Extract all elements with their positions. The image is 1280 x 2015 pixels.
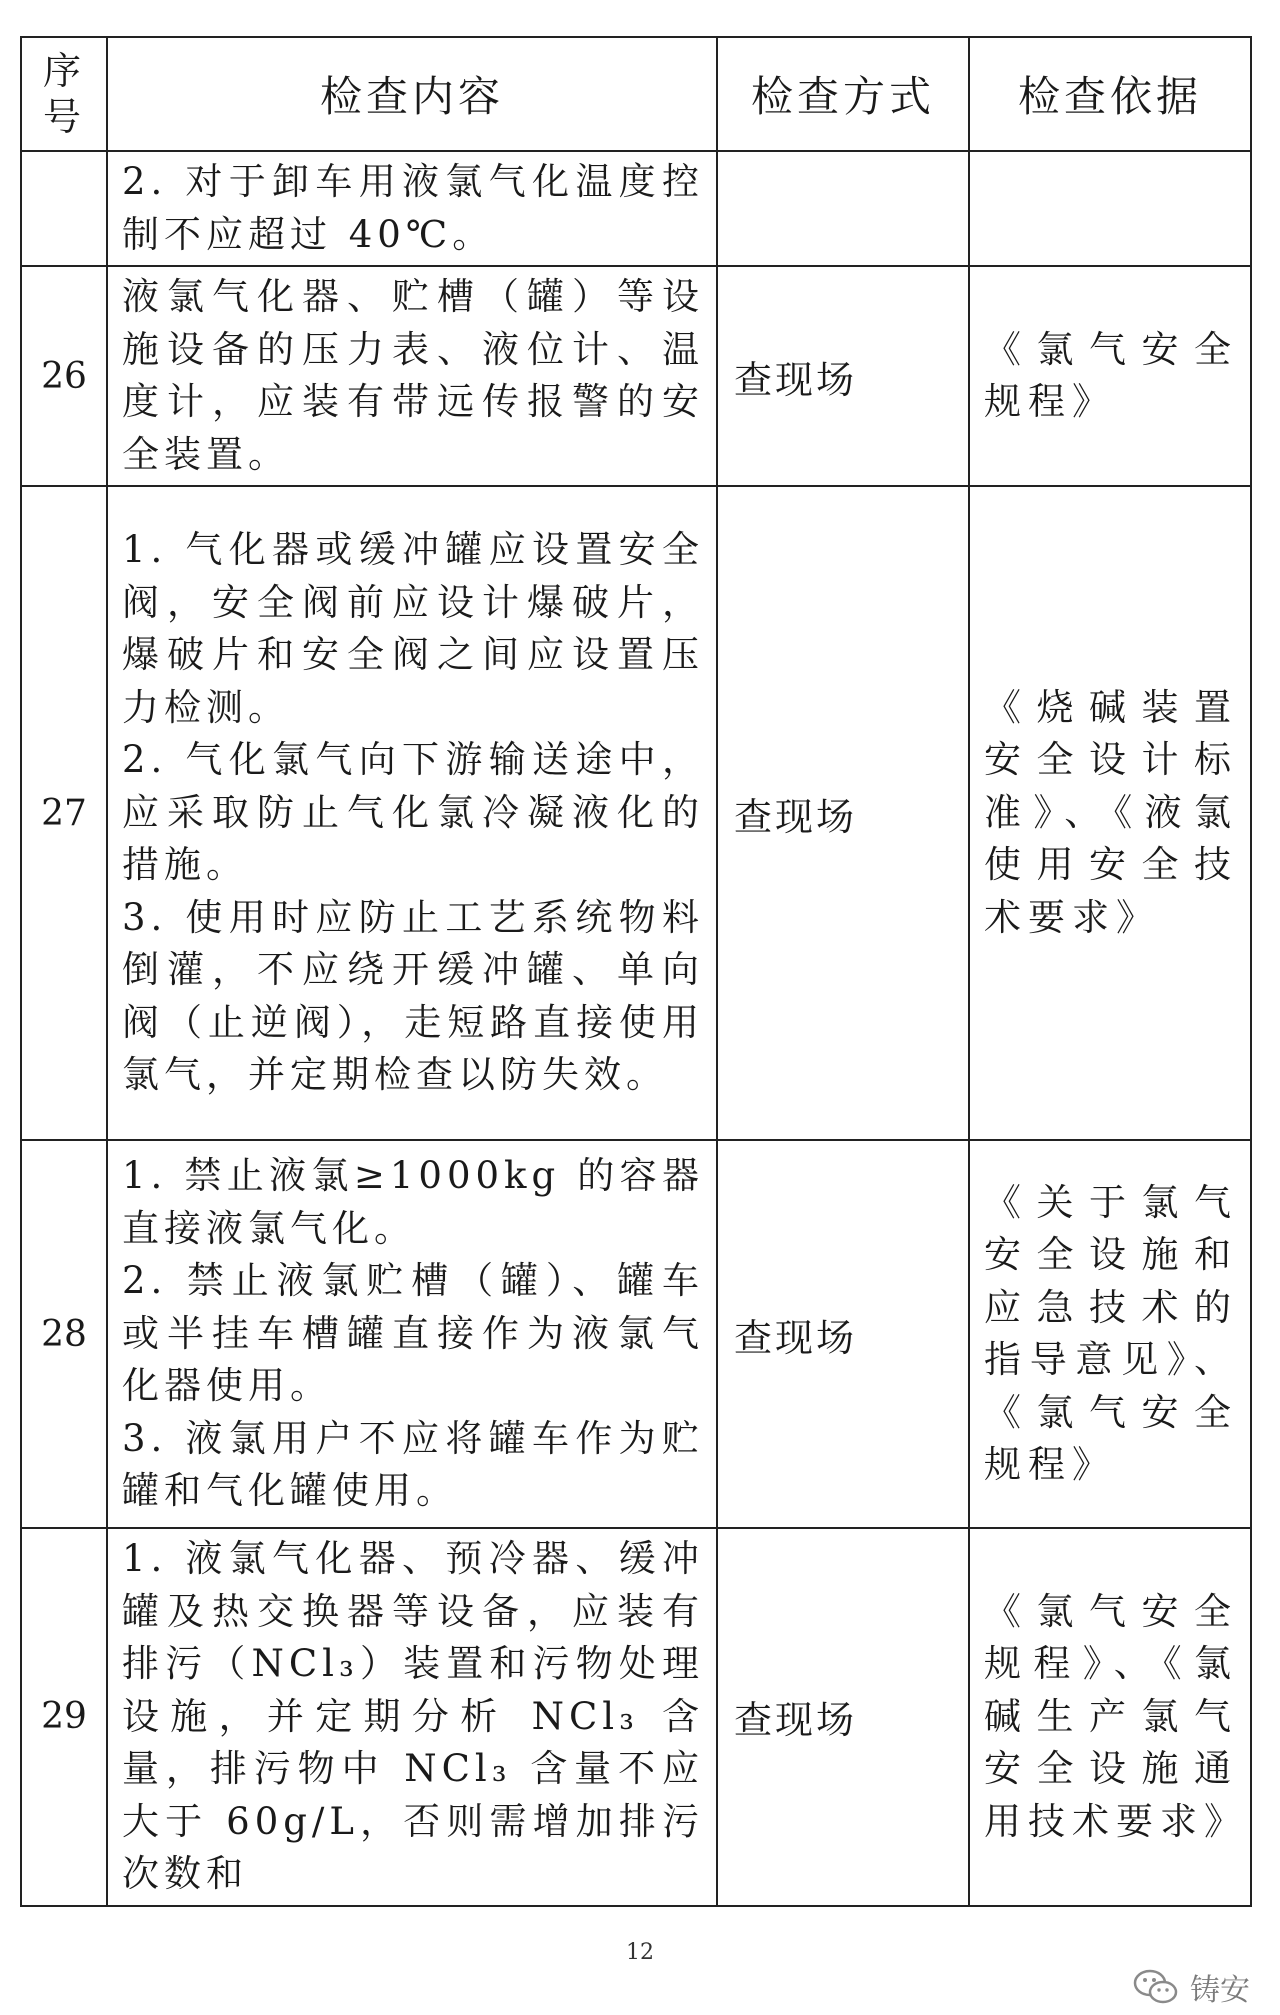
content-item: 液氯气化器、贮槽（罐）等设施设备的压力表、液位计、温度计，应装有带远传报警的安全装置。: [122, 275, 704, 476]
table-row: [21, 151, 1251, 266]
table-row: [21, 486, 1251, 1140]
header-basis: 检查依据: [969, 37, 1251, 151]
content-item: 1. 液氯气化器、预冷器、缓冲罐及热交换器等设备，应装有排污（NCl₃）装置和污物处理设施，并定期分析 NCl₃ 含量，排污物中 NCl₃ 含量不应大于 60g/L，否则需增加排污次数和: [122, 1537, 704, 1895]
header-no: 序号: [21, 37, 107, 151]
row-method: 查现场: [717, 266, 969, 486]
table-row: [21, 1528, 1251, 1906]
content-item: 1. 禁止液氯≥1000kg 的容器直接液氯气化。: [122, 1154, 704, 1250]
table-row: [21, 266, 1251, 486]
row-basis: 《烧碱装置安全设计标准》、《液氯使用安全技术要求》: [969, 486, 1251, 1140]
wechat-icon: [1132, 1967, 1180, 2007]
row-method: 查现场: [717, 1140, 969, 1528]
row-basis: 《氯气安全规程》: [969, 266, 1251, 486]
inspection-table: [20, 36, 1252, 1907]
row-method: 查现场: [717, 1528, 969, 1906]
row-number: 26: [21, 266, 107, 486]
row-content: [107, 266, 717, 486]
header-method: 检查方式: [717, 37, 969, 151]
content-item: 2. 对于卸车用液氯气化温度控制不应超过 40℃。: [122, 160, 704, 256]
row-content: [107, 486, 717, 1140]
row-number: 27: [21, 486, 107, 1140]
content-item: 3. 使用时应防止工艺系统物料倒灌，不应绕开缓冲罐、单向阀（止逆阀），走短路直接使用氯气，并定期检查以防失效。: [122, 895, 704, 1097]
content-item: 3. 液氯用户不应将罐车作为贮罐和气化罐使用。: [122, 1416, 704, 1513]
row-content: [107, 1140, 717, 1528]
row-content: [107, 151, 717, 266]
row-basis: 《氯气安全规程》、《氯碱生产氯气安全设施通用技术要求》: [969, 1528, 1251, 1906]
row-method: 查现场: [717, 486, 969, 1140]
row-basis: [969, 151, 1251, 266]
row-content: [107, 1528, 717, 1906]
row-number: 28: [21, 1140, 107, 1528]
page-number: 12: [626, 1940, 654, 1965]
row-number: [21, 151, 107, 266]
watermark-text: 铸安: [1190, 1973, 1250, 2008]
row-number: 29: [21, 1528, 107, 1906]
content-item: 2. 气化氯气向下游输送途中，应采取防止气化氯冷凝液化的措施。: [122, 738, 704, 887]
table-header-row: [21, 37, 1251, 151]
table-row: [21, 1140, 1251, 1528]
content-item: 2. 禁止液氯贮槽（罐）、罐车或半挂车槽罐直接作为液氯气化器使用。: [122, 1259, 704, 1408]
watermark: [1132, 1965, 1250, 2009]
row-method: [717, 151, 969, 266]
header-content: 检查内容: [107, 37, 717, 151]
content-item: 1. 气化器或缓冲罐应设置安全阀，安全阀前应设计爆破片，爆破片和安全阀之间应设置压力检测。: [122, 528, 704, 729]
row-basis: 《关于氯气安全设施和应急技术的指导意见》、《氯气安全规程》: [969, 1140, 1251, 1528]
